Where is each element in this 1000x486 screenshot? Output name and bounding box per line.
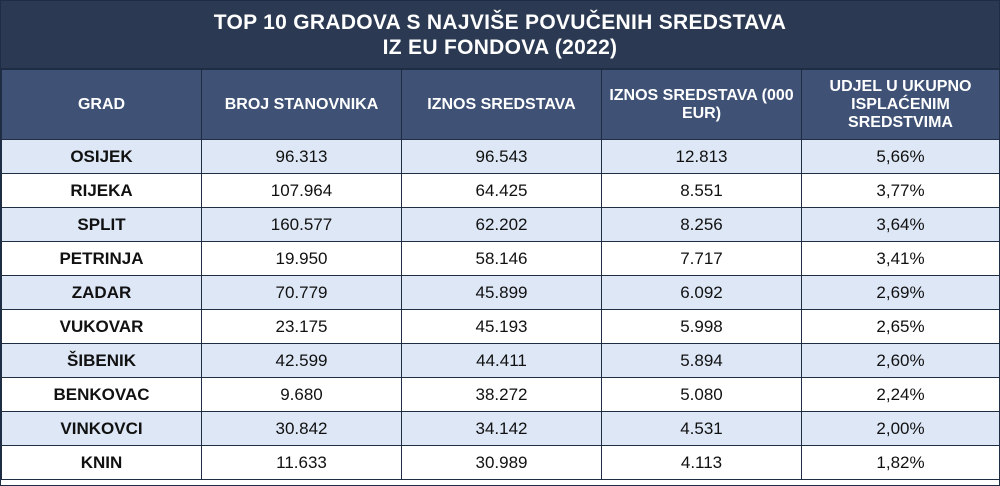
cell-population: 96.313 [202,140,402,174]
header-row [2,70,1000,140]
cell-population: 70.779 [202,276,402,310]
header-grad: GRAD [2,70,202,140]
title-line-1: TOP 10 GRADOVA S NAJVIŠE POVUČENIH SREDSTAVA [213,10,787,34]
table-row [2,344,1000,378]
cell-share: 3,77% [802,174,1000,208]
cell-share: 5,66% [802,140,1000,174]
cell-amount-eur: 12.813 [602,140,802,174]
table-row [2,310,1000,344]
cell-population: 42.599 [202,344,402,378]
table-row [2,378,1000,412]
cell-amount: 38.272 [402,378,602,412]
header-iznos-sredstava: IZNOS SREDSTAVA [402,70,602,140]
cell-city: BENKOVAC [2,378,202,412]
cell-amount-eur: 8.551 [602,174,802,208]
cell-share: 2,00% [802,412,1000,446]
cell-city: VINKOVCI [2,412,202,446]
cell-amount-eur: 7.717 [602,242,802,276]
header-udjel: UDJEL U UKUPNO ISPLAĆENIM SREDSTVIMA [802,70,1000,140]
cell-share: 2,24% [802,378,1000,412]
cell-share: 2,65% [802,310,1000,344]
cell-amount-eur: 4.531 [602,412,802,446]
cell-amount: 34.142 [402,412,602,446]
cell-city: ŠIBENIK [2,344,202,378]
cell-population: 160.577 [202,208,402,242]
cell-population: 9.680 [202,378,402,412]
cell-city: RIJEKA [2,174,202,208]
cell-share: 3,64% [802,208,1000,242]
cell-amount: 96.543 [402,140,602,174]
table-row [2,276,1000,310]
cell-population: 107.964 [202,174,402,208]
header-broj-stanovnika: BROJ STANOVNIKA [202,70,402,140]
cell-city: OSIJEK [2,140,202,174]
cell-city: PETRINJA [2,242,202,276]
cities-table [1,69,1000,480]
cell-city: KNIN [2,446,202,480]
table-row [2,446,1000,480]
cell-city: VUKOVAR [2,310,202,344]
cell-amount-eur: 6.092 [602,276,802,310]
title-line-2: IZ EU FONDOVA (2022) [382,35,618,59]
cell-amount-eur: 5.080 [602,378,802,412]
table-row [2,140,1000,174]
cell-amount: 64.425 [402,174,602,208]
cell-population: 23.175 [202,310,402,344]
cell-amount: 45.193 [402,310,602,344]
table-row [2,242,1000,276]
table-row [2,208,1000,242]
cell-amount-eur: 5.894 [602,344,802,378]
cell-amount: 44.411 [402,344,602,378]
cell-share: 2,69% [802,276,1000,310]
table-row [2,174,1000,208]
table-title [1,1,999,69]
table-row [2,412,1000,446]
cell-amount: 58.146 [402,242,602,276]
cell-share: 2,60% [802,344,1000,378]
cell-population: 11.633 [202,446,402,480]
cell-amount-eur: 5.998 [602,310,802,344]
cell-amount-eur: 4.113 [602,446,802,480]
cell-amount-eur: 8.256 [602,208,802,242]
cell-share: 1,82% [802,446,1000,480]
cell-city: SPLIT [2,208,202,242]
cell-city: ZADAR [2,276,202,310]
cell-population: 19.950 [202,242,402,276]
header-iznos-sredstava-eur: IZNOS SREDSTAVA (000 EUR) [602,70,802,140]
cell-amount: 45.899 [402,276,602,310]
cell-amount: 30.989 [402,446,602,480]
cell-amount: 62.202 [402,208,602,242]
cell-share: 3,41% [802,242,1000,276]
cell-population: 30.842 [202,412,402,446]
